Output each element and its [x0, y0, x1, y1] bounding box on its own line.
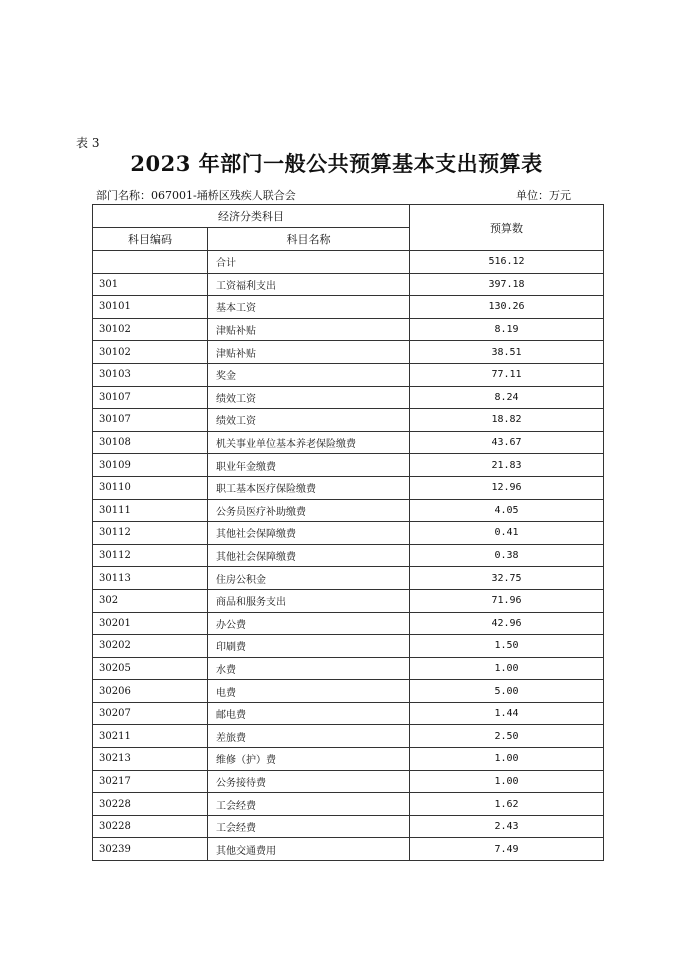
budget-amount-cell: 18.82: [410, 409, 604, 432]
subject-code-cell: 30228: [93, 815, 208, 838]
header-economic-classification: 经济分类科目: [93, 205, 410, 228]
subject-name-cell: 工会经费: [208, 815, 410, 838]
subject-name-cell: 奖金: [208, 363, 410, 386]
table-row: [93, 680, 604, 703]
subject-name-cell: 津贴补贴: [208, 318, 410, 341]
table-row: [93, 409, 604, 432]
subject-code-cell: 30101: [93, 296, 208, 319]
subject-code-cell: 30211: [93, 725, 208, 748]
subject-name-cell: 其他社会保障缴费: [208, 522, 410, 545]
subject-name-cell: 绩效工资: [208, 386, 410, 409]
table-row: [93, 296, 604, 319]
budget-amount-cell: 32.75: [410, 567, 604, 590]
table-row: [93, 522, 604, 545]
subject-name-cell: 工资福利支出: [208, 273, 410, 296]
subject-code-cell: 30112: [93, 544, 208, 567]
subject-code-cell: 302: [93, 589, 208, 612]
table-row: [93, 793, 604, 816]
table-row: [93, 815, 604, 838]
subject-code-cell: 30110: [93, 476, 208, 499]
subject-code-cell: 30112: [93, 522, 208, 545]
table-row: [93, 657, 604, 680]
page-title: 2023 年部门一般公共预算基本支出预算表: [130, 151, 543, 176]
subject-name-cell: 维修（护）费: [208, 748, 410, 771]
subject-name-cell: 绩效工资: [208, 409, 410, 432]
table-row: [93, 725, 604, 748]
table-row: [93, 363, 604, 386]
subject-code-cell: 30201: [93, 612, 208, 635]
subject-name-cell: 基本工资: [208, 296, 410, 319]
subject-code-cell: 30206: [93, 680, 208, 703]
budget-amount-cell: 0.38: [410, 544, 604, 567]
header-subject-code: 科目编码: [93, 228, 208, 251]
header-subject-name: 科目名称: [208, 228, 410, 251]
table-row: [93, 318, 604, 341]
budget-amount-cell: 130.26: [410, 296, 604, 319]
budget-amount-cell: 516.12: [410, 251, 604, 274]
budget-amount-cell: 1.00: [410, 657, 604, 680]
header-budget-amount: 预算数: [410, 205, 604, 251]
subject-code-cell: 30107: [93, 409, 208, 432]
subject-code-cell: 30108: [93, 431, 208, 454]
budget-amount-cell: 71.96: [410, 589, 604, 612]
subject-name-cell: 印刷费: [208, 635, 410, 658]
subject-name-cell: 电费: [208, 680, 410, 703]
subject-name-cell: 津贴补贴: [208, 341, 410, 364]
table-row: [93, 341, 604, 364]
subject-code-cell: 30102: [93, 318, 208, 341]
subject-code-cell: [93, 251, 208, 274]
budget-amount-cell: 1.00: [410, 770, 604, 793]
budget-amount-cell: 1.44: [410, 702, 604, 725]
table-body: [93, 251, 604, 861]
subject-code-cell: 30111: [93, 499, 208, 522]
subject-name-cell: 其他交通费用: [208, 838, 410, 861]
table-row: [93, 635, 604, 658]
table-row: [93, 499, 604, 522]
subject-name-cell: 商品和服务支出: [208, 589, 410, 612]
budget-amount-cell: 1.62: [410, 793, 604, 816]
table-row: [93, 612, 604, 635]
budget-table: [92, 204, 604, 861]
subject-name-cell: 机关事业单位基本养老保险缴费: [208, 431, 410, 454]
subject-name-cell: 水费: [208, 657, 410, 680]
table-row: [93, 386, 604, 409]
unit-label: 单位：万元: [516, 189, 571, 202]
subject-name-cell: 公务员医疗补助缴费: [208, 499, 410, 522]
budget-amount-cell: 43.67: [410, 431, 604, 454]
table-row: [93, 454, 604, 477]
budget-amount-cell: 2.50: [410, 725, 604, 748]
table-row: [93, 589, 604, 612]
subject-code-cell: 301: [93, 273, 208, 296]
subject-name-cell: 办公费: [208, 612, 410, 635]
table-row: [93, 273, 604, 296]
budget-amount-cell: 0.41: [410, 522, 604, 545]
table-row: [93, 838, 604, 861]
subject-code-cell: 30107: [93, 386, 208, 409]
table-row: [93, 544, 604, 567]
budget-amount-cell: 2.43: [410, 815, 604, 838]
subject-name-cell: 职业年金缴费: [208, 454, 410, 477]
table-number-label: 表 3: [76, 136, 100, 150]
subject-name-cell: 邮电费: [208, 702, 410, 725]
budget-amount-cell: 77.11: [410, 363, 604, 386]
subject-name-cell: 工会经费: [208, 793, 410, 816]
subject-code-cell: 30202: [93, 635, 208, 658]
budget-amount-cell: 1.00: [410, 748, 604, 771]
budget-amount-cell: 7.49: [410, 838, 604, 861]
budget-amount-cell: 8.19: [410, 318, 604, 341]
subject-code-cell: 30213: [93, 748, 208, 771]
subject-code-cell: 30102: [93, 341, 208, 364]
subject-name-cell: 差旅费: [208, 725, 410, 748]
table-row: [93, 476, 604, 499]
subject-code-cell: 30103: [93, 363, 208, 386]
table-row: [93, 567, 604, 590]
budget-amount-cell: 21.83: [410, 454, 604, 477]
budget-amount-cell: 12.96: [410, 476, 604, 499]
budget-amount-cell: 5.00: [410, 680, 604, 703]
subject-name-cell: 住房公积金: [208, 567, 410, 590]
subject-name-cell: 合计: [208, 251, 410, 274]
department-label: 部门名称：067001-埇桥区残疾人联合会: [96, 189, 296, 202]
subject-name-cell: 职工基本医疗保险缴费: [208, 476, 410, 499]
budget-amount-cell: 38.51: [410, 341, 604, 364]
subject-code-cell: 30239: [93, 838, 208, 861]
table-row: [93, 748, 604, 771]
header-row-group: [93, 205, 604, 228]
budget-amount-cell: 42.96: [410, 612, 604, 635]
subject-code-cell: 30113: [93, 567, 208, 590]
table-row: [93, 702, 604, 725]
subject-code-cell: 30228: [93, 793, 208, 816]
subject-code-cell: 30205: [93, 657, 208, 680]
subject-code-cell: 30207: [93, 702, 208, 725]
table-row: [93, 251, 604, 274]
subject-name-cell: 其他社会保障缴费: [208, 544, 410, 567]
subject-name-cell: 公务接待费: [208, 770, 410, 793]
budget-amount-cell: 1.50: [410, 635, 604, 658]
subject-code-cell: 30109: [93, 454, 208, 477]
table-row: [93, 770, 604, 793]
budget-amount-cell: 4.05: [410, 499, 604, 522]
subject-code-cell: 30217: [93, 770, 208, 793]
table-row: [93, 431, 604, 454]
budget-amount-cell: 397.18: [410, 273, 604, 296]
budget-amount-cell: 8.24: [410, 386, 604, 409]
